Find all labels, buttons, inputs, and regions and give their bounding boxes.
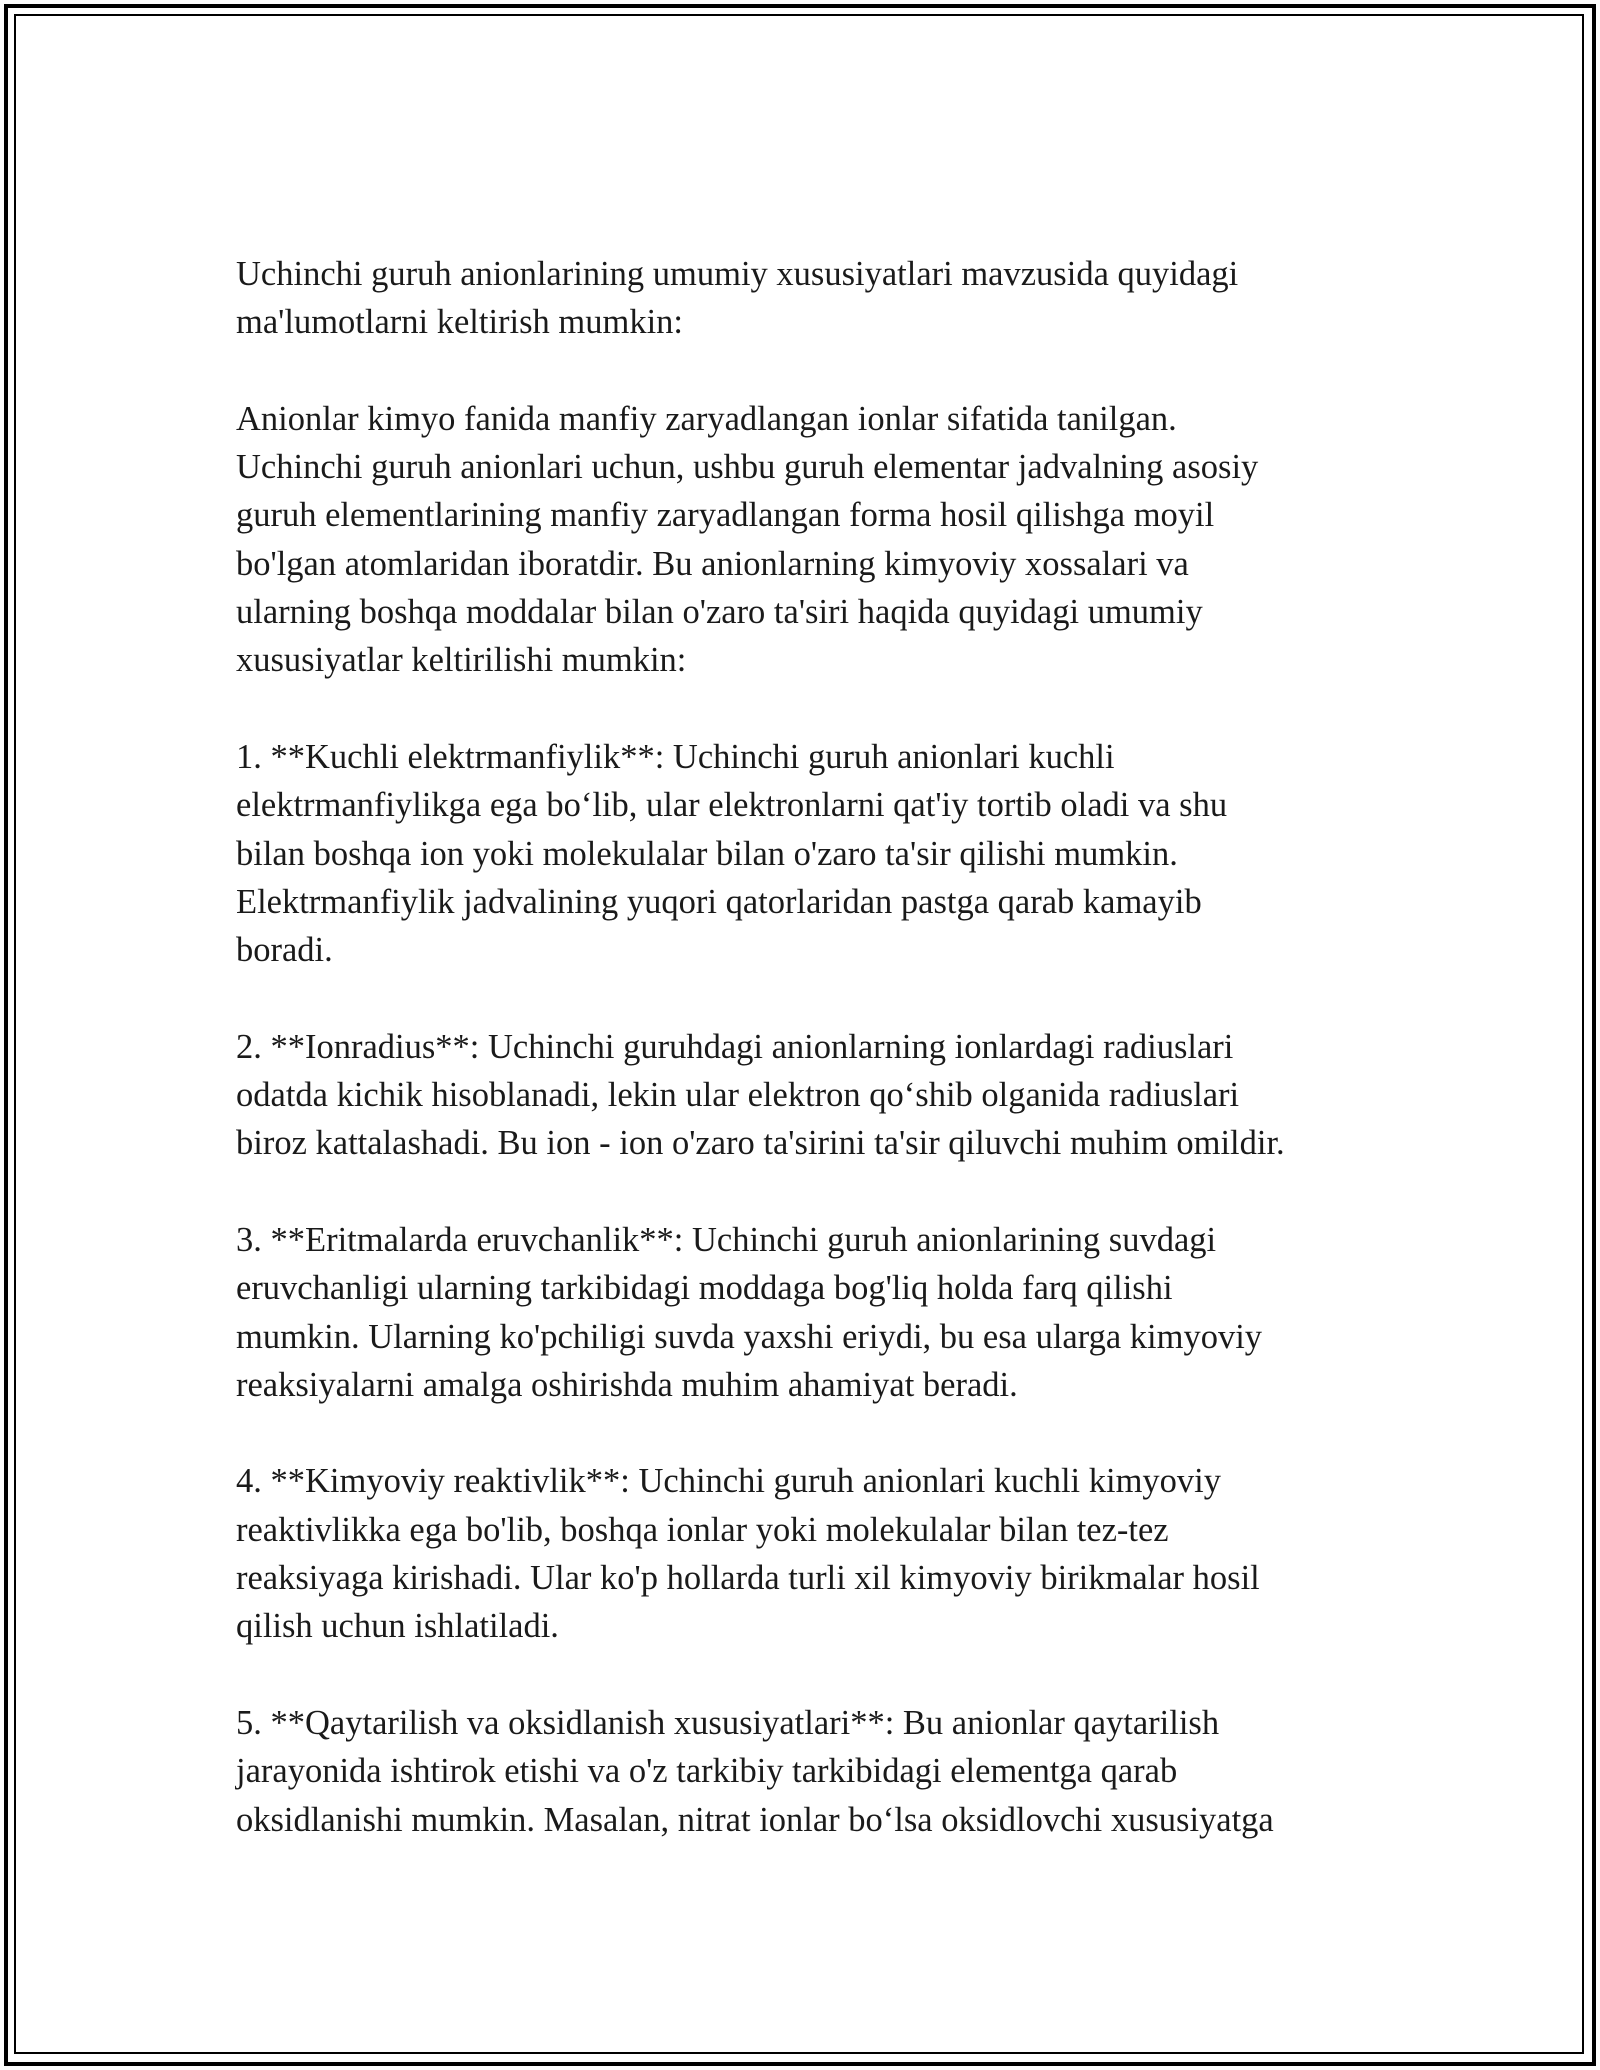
list-item: 4. **Kimyoviy reaktivlik**: Uchinchi guruh anionlari kuchli kimyoviy reaktivlikka ega bo'lib, boshqa ionlar yoki molekulalar bilan tez-tez reaksiyaga kirishadi. Ular ko'p hollarda turli xil kimyoviy birikmalar hosil qilish uchun ishlatiladi. (236, 1462, 1260, 1646)
overview-paragraph: Anionlar kimyo fanida manfiy zaryadlangan ionlar sifatida tanilgan. Uchinchi guruh anionlari uchun, ushbu guruh elementar jadvalning asosiy guruh elementlarining manfiy zaryadlangan forma hosil qilishga moyil bo'lgan atomlaridan iboratdir. Bu anionlarning kimyoviy xossalari va ularning boshqa moddalar bilan o'zaro ta'siri haqida quyidagi umumiy xususiyatlar keltirilishi mumkin: (236, 399, 1259, 680)
list-item: 5. **Qaytarilish va oksidlanish xususiyatlari**: Bu anionlar qaytarilish jarayonida ishtirok etishi va o'z tarkibiy tarkibidagi elementga qarab oksidlanishi mumkin. Masalan, nitrat ionlar bo‘lsa oksidlovchi xususiyatga (236, 1703, 1274, 1839)
document-body (236, 250, 1376, 1892)
list-item: 1. **Kuchli elektrmanfiylik**: Uchinchi guruh anionlari kuchli elektrmanfiylikga ega bo‘lib, ular elektronlarni qat'iy tortib oladi va shu bilan boshqa ion yoki molekulalar bilan o'zaro ta'sir qilishi mumkin. Elektrmanfiylik jadvalining yuqori qatorlaridan pastga qarab kamayib boradi. (236, 737, 1228, 970)
list-item: 3. **Eritmalarda eruvchanlik**: Uchinchi guruh anionlarining suvdagi eruvchanligi ularning tarkibidagi moddaga bog'liq holda farq qilishi mumkin. Ularning ko'pchiligi suvda yaxshi eriydi, bu esa ularga kimyoviy reaksiyalarni amalga oshirishda muhim ahamiyat beradi. (236, 1220, 1263, 1404)
intro-paragraph: Uchinchi guruh anionlarining umumiy xususiyatlari mavzusida quyidagi ma'lumotlarni keltirish mumkin: (236, 255, 1239, 342)
list-item: 2. **Ionradius**: Uchinchi guruhdagi anionlarning ionlardagi radiuslari odatda kichik hisoblanadi, lekin ular elektron qo‘shib olganida radiuslari biroz kattalashadi. Bu ion - ion o'zaro ta'sirini ta'sir qiluvchi muhim omildir. (236, 1027, 1285, 1163)
